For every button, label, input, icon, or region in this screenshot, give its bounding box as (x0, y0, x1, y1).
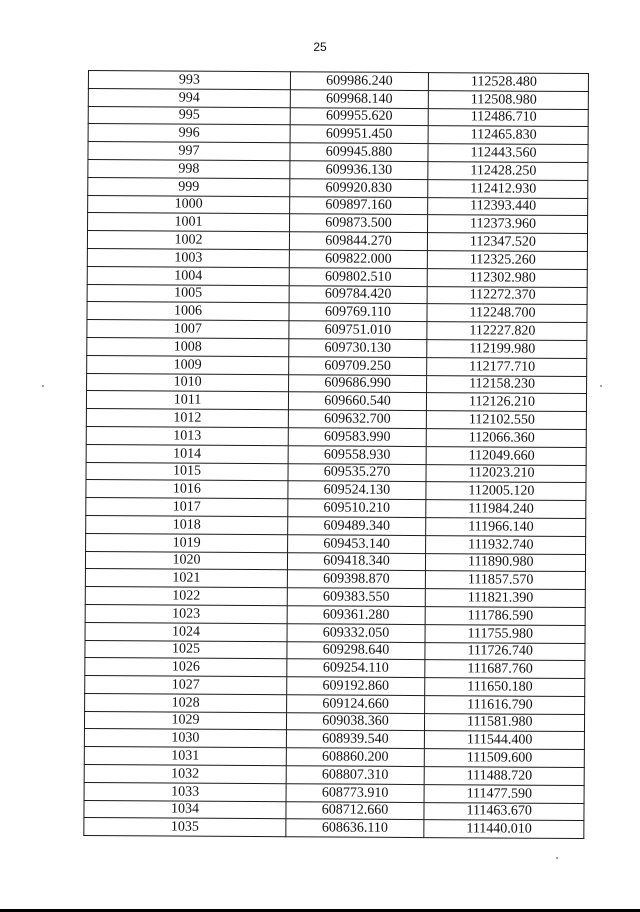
x-coordinate-cell: 609897.160 (290, 196, 428, 215)
x-coordinate-cell: 609844.270 (289, 232, 427, 251)
x-coordinate-cell: 609802.510 (289, 267, 427, 286)
y-coordinate-cell: 111890.980 (425, 553, 585, 572)
x-coordinate-cell: 608773.910 (286, 784, 424, 803)
x-coordinate-cell: 609936.130 (290, 161, 428, 180)
scan-speck (600, 385, 602, 387)
point-number-cell: 1008 (87, 337, 289, 356)
x-coordinate-cell: 609686.990 (289, 374, 427, 393)
point-number-cell: 997 (88, 142, 290, 161)
x-coordinate-cell: 609784.420 (289, 285, 427, 304)
y-coordinate-cell: 112428.250 (428, 162, 588, 181)
point-number-cell: 998 (88, 159, 290, 178)
point-number-cell: 1002 (87, 231, 289, 250)
point-number-cell: 1005 (87, 284, 289, 303)
point-number-cell: 995 (88, 106, 290, 125)
y-coordinate-cell: 112023.210 (426, 464, 586, 483)
x-coordinate-cell: 609332.050 (287, 623, 425, 642)
point-number-cell: 996 (88, 124, 290, 143)
y-coordinate-cell: 112373.960 (428, 215, 588, 234)
scan-speck (556, 857, 558, 859)
y-coordinate-cell: 111477.590 (424, 784, 584, 803)
x-coordinate-cell: 609192.860 (287, 677, 425, 696)
point-number-cell: 1034 (84, 800, 286, 819)
y-coordinate-cell: 112465.830 (428, 126, 588, 145)
y-coordinate-cell: 111857.570 (425, 571, 585, 590)
x-coordinate-cell: 609510.210 (288, 499, 426, 518)
point-number-cell: 1006 (87, 302, 289, 321)
x-coordinate-cell: 608712.660 (286, 801, 424, 820)
x-coordinate-cell: 609955.620 (290, 107, 428, 126)
table-row (84, 818, 584, 839)
x-coordinate-cell: 609524.130 (288, 481, 426, 500)
y-coordinate-cell: 111755.980 (425, 624, 585, 643)
x-coordinate-cell: 609660.540 (288, 392, 426, 411)
y-coordinate-cell: 112486.710 (428, 108, 588, 127)
point-number-cell: 1012 (86, 409, 288, 428)
y-coordinate-cell: 111786.590 (425, 606, 585, 625)
y-coordinate-cell: 112412.930 (428, 179, 588, 198)
point-number-cell: 1004 (87, 266, 289, 285)
point-number-cell: 1010 (87, 373, 289, 392)
x-coordinate-cell: 609945.880 (290, 143, 428, 162)
point-number-cell: 1014 (86, 444, 288, 463)
y-coordinate-cell: 111821.390 (425, 589, 585, 608)
point-number-cell: 1028 (85, 693, 287, 712)
x-coordinate-cell: 609254.110 (287, 659, 425, 678)
x-coordinate-cell: 609124.660 (287, 695, 425, 714)
page-number: 25 (313, 40, 327, 54)
x-coordinate-cell: 609038.360 (286, 712, 424, 731)
point-number-cell: 1024 (85, 622, 287, 641)
x-coordinate-cell: 609920.830 (290, 179, 428, 198)
y-coordinate-cell: 111687.760 (425, 660, 585, 679)
point-number-cell: 1018 (86, 515, 288, 534)
coordinates-table (83, 70, 589, 839)
y-coordinate-cell: 112227.820 (427, 322, 587, 341)
point-number-cell: 1015 (86, 462, 288, 481)
x-coordinate-cell: 609873.500 (290, 214, 428, 233)
x-coordinate-cell: 609535.270 (288, 463, 426, 482)
y-coordinate-cell: 112325.260 (427, 251, 587, 270)
point-number-cell: 1030 (84, 729, 286, 748)
point-number-cell: 1009 (87, 355, 289, 374)
coordinates-table-body (84, 71, 589, 839)
point-number-cell: 1021 (85, 569, 287, 588)
x-coordinate-cell: 609709.250 (289, 356, 427, 375)
point-number-cell: 1029 (84, 711, 286, 730)
y-coordinate-cell: 111440.010 (424, 820, 584, 839)
point-number-cell: 1017 (86, 498, 288, 517)
y-coordinate-cell: 111581.980 (424, 713, 584, 732)
x-coordinate-cell: 609769.110 (289, 303, 427, 322)
x-coordinate-cell: 608807.310 (286, 766, 424, 785)
y-coordinate-cell: 111488.720 (424, 767, 584, 786)
y-coordinate-cell: 112126.210 (426, 393, 586, 412)
y-coordinate-cell: 111463.670 (424, 802, 584, 821)
y-coordinate-cell: 111509.600 (424, 749, 584, 768)
x-coordinate-cell: 609453.140 (288, 534, 426, 553)
point-number-cell: 1025 (85, 640, 287, 659)
point-number-cell: 1011 (86, 391, 288, 410)
y-coordinate-cell: 112158.230 (427, 375, 587, 394)
x-coordinate-cell: 609730.130 (289, 339, 427, 358)
y-coordinate-cell: 112177.710 (427, 357, 587, 376)
y-coordinate-cell: 112528.480 (428, 73, 588, 92)
x-coordinate-cell: 609418.340 (287, 552, 425, 571)
x-coordinate-cell: 609968.140 (290, 90, 428, 109)
point-number-cell: 1031 (84, 747, 286, 766)
point-number-cell: 1032 (84, 765, 286, 784)
y-coordinate-cell: 111544.400 (424, 731, 584, 750)
point-number-cell: 1007 (87, 320, 289, 339)
point-number-cell: 1022 (85, 587, 287, 606)
y-coordinate-cell: 112102.550 (426, 411, 586, 430)
x-coordinate-cell: 609361.280 (287, 606, 425, 625)
point-number-cell: 999 (88, 177, 290, 196)
point-number-cell: 1019 (86, 533, 288, 552)
x-coordinate-cell: 609489.340 (288, 517, 426, 536)
point-number-cell: 1003 (87, 248, 289, 267)
point-number-cell: 993 (88, 71, 290, 90)
x-coordinate-cell: 609383.550 (287, 588, 425, 607)
x-coordinate-cell: 609632.700 (288, 410, 426, 429)
y-coordinate-cell: 112199.980 (427, 340, 587, 359)
point-number-cell: 1035 (84, 818, 286, 837)
point-number-cell: 994 (88, 88, 290, 107)
y-coordinate-cell: 111966.140 (426, 517, 586, 536)
y-coordinate-cell: 111650.180 (425, 678, 585, 697)
point-number-cell: 1027 (85, 676, 287, 695)
point-number-cell: 1026 (85, 658, 287, 677)
y-coordinate-cell: 112443.560 (428, 144, 588, 163)
x-coordinate-cell: 609751.010 (289, 321, 427, 340)
x-coordinate-cell: 608939.540 (286, 730, 424, 749)
y-coordinate-cell: 111984.240 (426, 500, 586, 519)
y-coordinate-cell: 112302.980 (427, 268, 587, 287)
y-coordinate-cell: 111616.790 (425, 695, 585, 714)
x-coordinate-cell: 609822.000 (289, 250, 427, 269)
x-coordinate-cell: 609398.870 (287, 570, 425, 589)
y-coordinate-cell: 112066.360 (426, 429, 586, 448)
y-coordinate-cell: 112005.120 (426, 482, 586, 501)
x-coordinate-cell: 608636.110 (286, 819, 424, 838)
x-coordinate-cell: 609951.450 (290, 125, 428, 144)
y-coordinate-cell: 111932.740 (426, 535, 586, 554)
y-coordinate-cell: 112508.980 (428, 90, 588, 109)
x-coordinate-cell: 609986.240 (290, 72, 428, 91)
y-coordinate-cell: 112393.440 (428, 197, 588, 216)
point-number-cell: 1023 (85, 604, 287, 623)
x-coordinate-cell: 609298.640 (287, 641, 425, 660)
y-coordinate-cell: 111726.740 (425, 642, 585, 661)
y-coordinate-cell: 112248.700 (427, 304, 587, 323)
y-coordinate-cell: 112347.520 (427, 233, 587, 252)
point-number-cell: 1013 (86, 426, 288, 445)
scan-speck (42, 385, 44, 387)
point-number-cell: 1001 (88, 213, 290, 232)
x-coordinate-cell: 608860.200 (286, 748, 424, 767)
point-number-cell: 1016 (86, 480, 288, 499)
y-coordinate-cell: 112272.370 (427, 286, 587, 305)
point-number-cell: 1033 (84, 782, 286, 801)
x-coordinate-cell: 609558.930 (288, 445, 426, 464)
x-coordinate-cell: 609583.990 (288, 428, 426, 447)
y-coordinate-cell: 112049.660 (426, 446, 586, 465)
point-number-cell: 1020 (85, 551, 287, 570)
point-number-cell: 1000 (88, 195, 290, 214)
